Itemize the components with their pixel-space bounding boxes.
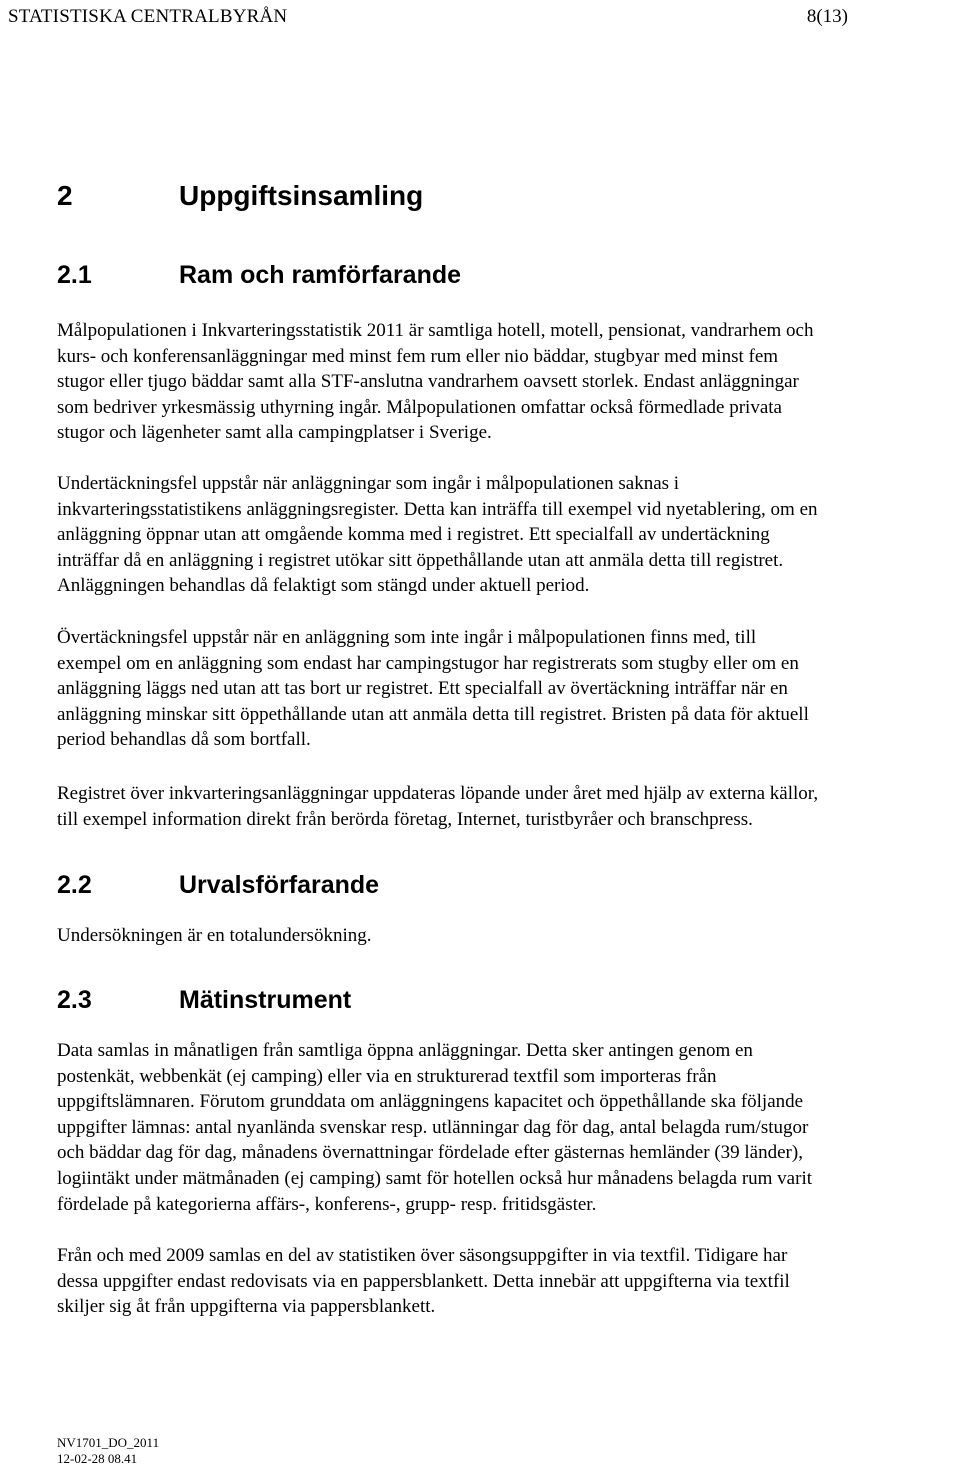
section-number: 2 bbox=[57, 180, 73, 211]
section-heading bbox=[57, 178, 423, 214]
subsection-number: 2.2 bbox=[57, 871, 92, 899]
paragraph-urval: Undersökningen är en totalundersökning. bbox=[57, 925, 372, 946]
page-number: 8(13) bbox=[806, 6, 848, 27]
subsection-heading-urval bbox=[57, 869, 379, 901]
footer-timestamp: 12-02-28 08.41 bbox=[57, 1451, 138, 1466]
subsection-number: 2.1 bbox=[57, 261, 92, 289]
subsection-heading-ram bbox=[57, 259, 461, 291]
subsection-title: Mätinstrument bbox=[179, 986, 352, 1014]
page-footer bbox=[57, 1435, 159, 1467]
subsection-heading-matinstrument bbox=[57, 984, 351, 1016]
section-title: Uppgiftsinsamling bbox=[179, 180, 424, 211]
paragraph-overtackning: Övertäckningsfel uppstår när en anläggning som inte ingår i målpopulationen finns med, till exempel om en anläggning som endast har campingstugor har registrerats som stugby eller om en anläggning läggs ned utan att tas bort ur registret. Ett specialfall av övertäckning inträffar när en anläggning minskar sitt öppethållande utan att anmäla detta till registret. Bristen på data för aktuell period behandlas då som bortfall. bbox=[57, 627, 809, 751]
paragraph-textfil: Från och med 2009 samlas en del av statistiken över säsongsuppgifter in via textfil. Tidigare har dessa uppgifter endast redovisats via en pappersblankett. Detta innebär att uppgifterna via textfil skiljer sig åt från uppgifterna via pappersblankett. bbox=[57, 1245, 790, 1318]
paragraph-malpopulation: Målpopulationen i Inkvarteringsstatistik 2011 är samtliga hotell, motell, pensionat, vandrarhem och kurs- och konferensanläggningar med minst fem rum eller nio bäddar, stugbyar med minst fem stugor eller tjugo bäddar samt alla STF-anslutna vandrarhem oavsett storlek. Endast anläggningar som bedriver yrkesmässig uthyrning ingår. Målpopulationen omfattar också förmedlade privata stugor och lägenheter samt alla campingplatser i Sverige. bbox=[57, 320, 814, 444]
subsection-number: 2.3 bbox=[57, 986, 92, 1014]
paragraph-datasamling: Data samlas in månatligen från samtliga öppna anläggningar. Detta sker antingen genom en postenkät, webbenkät (ej camping) eller via en strukturerad textfil som importeras från uppgiftslämnaren. Förutom grunddata om anläggningens kapacitet och öppethållande ska följande uppgifter lämnas: antal nyanlända svenskar resp. utlänningar dag för dag, antal belagda rum/stugor och bäddar dag för dag, månadens övernattningar fördelade efter gästernas hemländer (39 länder), logiintäkt under mätmånaden (ej camping) samt för hotellen också hur månadens belagda rum varit fördelade på kategorierna affärs-, konferens-, grupp- resp. fritidsgäster. bbox=[57, 1040, 812, 1215]
page-header bbox=[8, 4, 848, 30]
footer-document-id: NV1701_DO_2011 bbox=[57, 1435, 160, 1450]
paragraph-registret: Registret över inkvarteringsanläggningar uppdateras löpande under året med hjälp av externa källor, till exempel information direkt från berörda företag, Internet, turistbyråer och branschpress. bbox=[57, 783, 819, 830]
subsection-title: Ram och ramförfarande bbox=[179, 261, 462, 289]
organization-name: STATISTISKA CENTRALBYRÅN bbox=[8, 6, 288, 27]
subsection-title: Urvalsförfarande bbox=[179, 871, 380, 899]
paragraph-undertackning: Undertäckningsfel uppstår när anläggningar som ingår i målpopulationen saknas i inkvarteringsstatistikens anläggningsregister. Detta kan inträffa till exempel vid nyetablering, om en anläggning öppnar utan att omgående komma med i registret. Ett specialfall av undertäckning inträffar då en anläggning i registret utökar sitt öppethållande utan att anmäla detta till registret. Anläggningen behandlas då felaktigt som stängd under aktuell period. bbox=[57, 473, 818, 597]
